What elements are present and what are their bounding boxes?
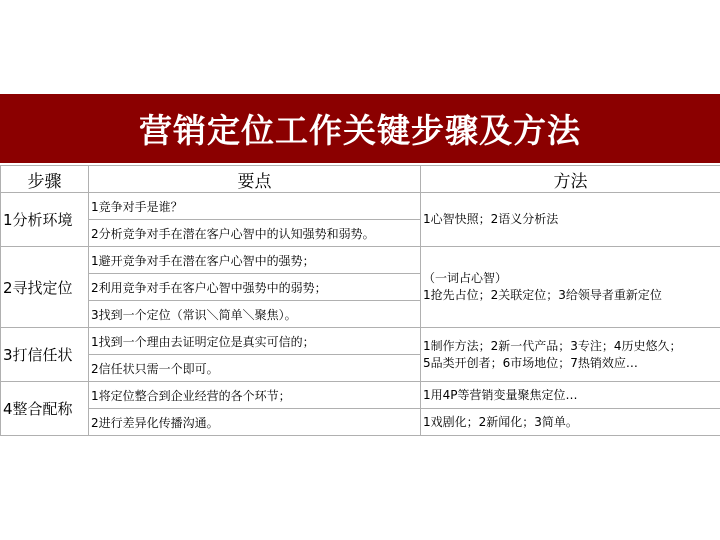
table-row <box>1 382 720 409</box>
method-cell <box>421 247 720 328</box>
method-line: 5品类开创者；6市场地位；7热销效应… <box>423 355 638 370</box>
point-cell: 2进行差异化传播沟通。 <box>89 409 421 436</box>
table-row <box>1 193 720 220</box>
point-cell: 2利用竞争对手在客户心智中强势中的弱势； <box>89 274 421 301</box>
point-cell: 2信任状只需一个即可。 <box>89 355 421 382</box>
step-cell: 3打信任状 <box>1 328 89 382</box>
table-row <box>1 328 720 355</box>
step-cell: 2寻找定位 <box>1 247 89 328</box>
point-cell: 3找到一个定位（常识＼简单＼聚焦）。 <box>89 301 421 328</box>
header-step: 步骤 <box>1 166 89 193</box>
method-cell <box>421 328 720 382</box>
header-row <box>1 166 720 193</box>
method-cell: 1用4P等营销变量聚焦定位… <box>421 382 720 409</box>
method-line: 1抢先占位；2关联定位；3给领导者重新定位 <box>423 288 662 302</box>
header-points: 要点 <box>89 166 421 193</box>
point-cell: 1将定位整合到企业经营的各个环节； <box>89 382 421 409</box>
method-line: 1制作方法；2新一代产品；3专注；4历史悠久； <box>423 338 682 353</box>
method-line: （一词占心智） <box>423 271 508 285</box>
point-cell: 1找到一个理由去证明定位是真实可信的； <box>89 328 421 355</box>
table-row <box>1 409 720 436</box>
point-cell: 1避开竞争对手在潜在客户心智中的强势； <box>89 247 421 274</box>
table-row <box>1 247 720 274</box>
step-cell: 1分析环境 <box>1 193 89 247</box>
method-cell: 1戏剧化；2新闻化；3简单。 <box>421 409 720 436</box>
header-method: 方法 <box>421 166 720 193</box>
step-cell: 4整合配称 <box>1 382 89 436</box>
method-line: 1心智快照；2语义分析法 <box>423 212 559 226</box>
steps-table <box>0 165 720 436</box>
point-cell: 2分析竞争对手在潜在客户心智中的认知强势和弱势。 <box>89 220 421 247</box>
point-cell: 1竞争对手是谁？ <box>89 193 421 220</box>
method-cell <box>421 193 720 247</box>
slide-title: 营销定位工作关键步骤及方法 <box>0 94 720 163</box>
